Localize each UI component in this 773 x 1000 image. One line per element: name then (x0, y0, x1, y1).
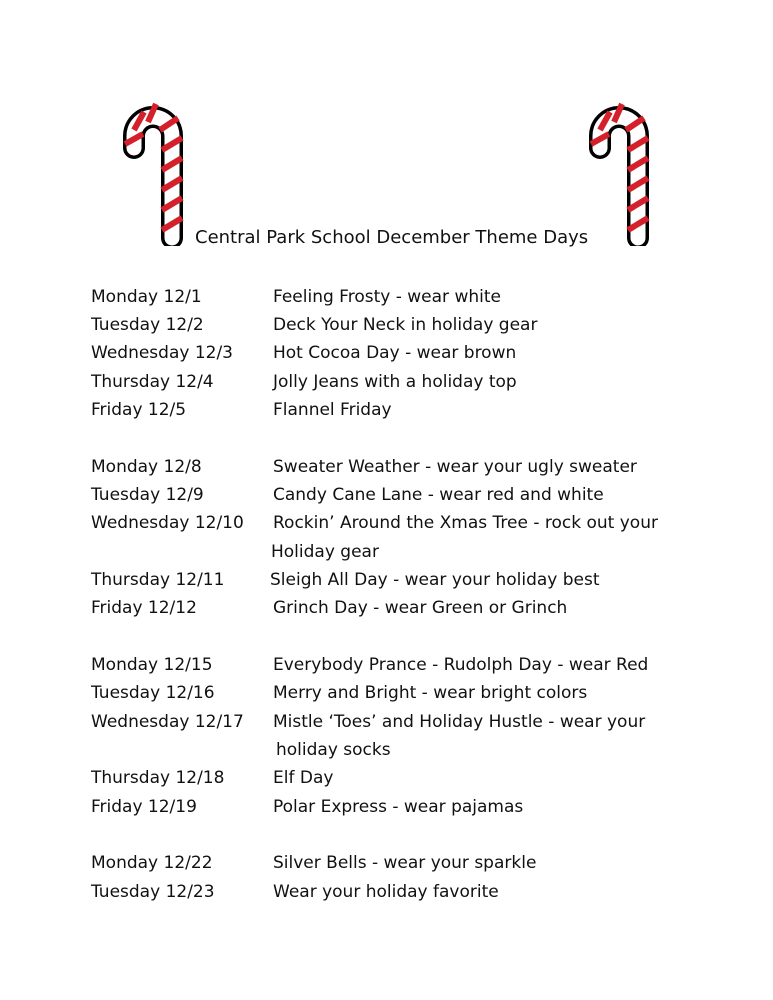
theme-text: Flannel Friday (273, 400, 392, 420)
theme-text-continued: holiday socks (276, 740, 391, 760)
day-label: Friday 12/5 (91, 400, 187, 420)
theme-text: Everybody Prance - Rudolph Day - wear Red (273, 655, 649, 675)
theme-text: Feeling Frosty - wear white (273, 287, 501, 307)
theme-text: Grinch Day - wear Green or Grinch (273, 598, 568, 618)
theme-text: Hot Cocoa Day - wear brown (273, 343, 517, 363)
theme-text: Silver Bells - wear your sparkle (273, 853, 537, 873)
day-label: Friday 12/12 (91, 598, 197, 618)
day-label: Thursday 12/4 (91, 372, 214, 392)
day-label: Monday 12/15 (91, 655, 213, 675)
theme-text: Mistle ‘Toes’ and Holiday Hustle - wear your (273, 712, 646, 732)
theme-text-continued: Holiday gear (271, 542, 379, 562)
page-title: Central Park School December Theme Days (195, 227, 589, 248)
candy-cane-left-icon (112, 90, 194, 246)
day-label: Monday 12/8 (91, 457, 202, 477)
day-label: Wednesday 12/10 (91, 513, 244, 533)
day-label: Monday 12/22 (91, 853, 213, 873)
theme-text: Wear your holiday favorite (273, 882, 499, 902)
theme-text: Sweater Weather - wear your ugly sweater (273, 457, 637, 477)
day-label: Monday 12/1 (91, 287, 202, 307)
theme-text: Jolly Jeans with a holiday top (273, 372, 517, 392)
day-label: Thursday 12/11 (91, 570, 225, 590)
candy-cane-right-icon (578, 90, 660, 246)
theme-text: Candy Cane Lane - wear red and white (273, 485, 604, 505)
day-label: Wednesday 12/3 (91, 343, 234, 363)
day-label: Wednesday 12/17 (91, 712, 244, 732)
theme-text: Elf Day (273, 768, 334, 788)
theme-text: Sleigh All Day - wear your holiday best (270, 570, 600, 590)
day-label: Tuesday 12/16 (91, 683, 215, 703)
day-label: Tuesday 12/2 (91, 315, 204, 335)
theme-text: Merry and Bright - wear bright colors (273, 683, 588, 703)
theme-text: Deck Your Neck in holiday gear (273, 315, 538, 335)
day-label: Friday 12/19 (91, 797, 197, 817)
day-label: Tuesday 12/9 (91, 485, 204, 505)
theme-text: Rockin’ Around the Xmas Tree - rock out your (273, 513, 658, 533)
theme-text: Polar Express - wear pajamas (273, 797, 524, 817)
day-label: Thursday 12/18 (91, 768, 225, 788)
day-label: Tuesday 12/23 (91, 882, 215, 902)
